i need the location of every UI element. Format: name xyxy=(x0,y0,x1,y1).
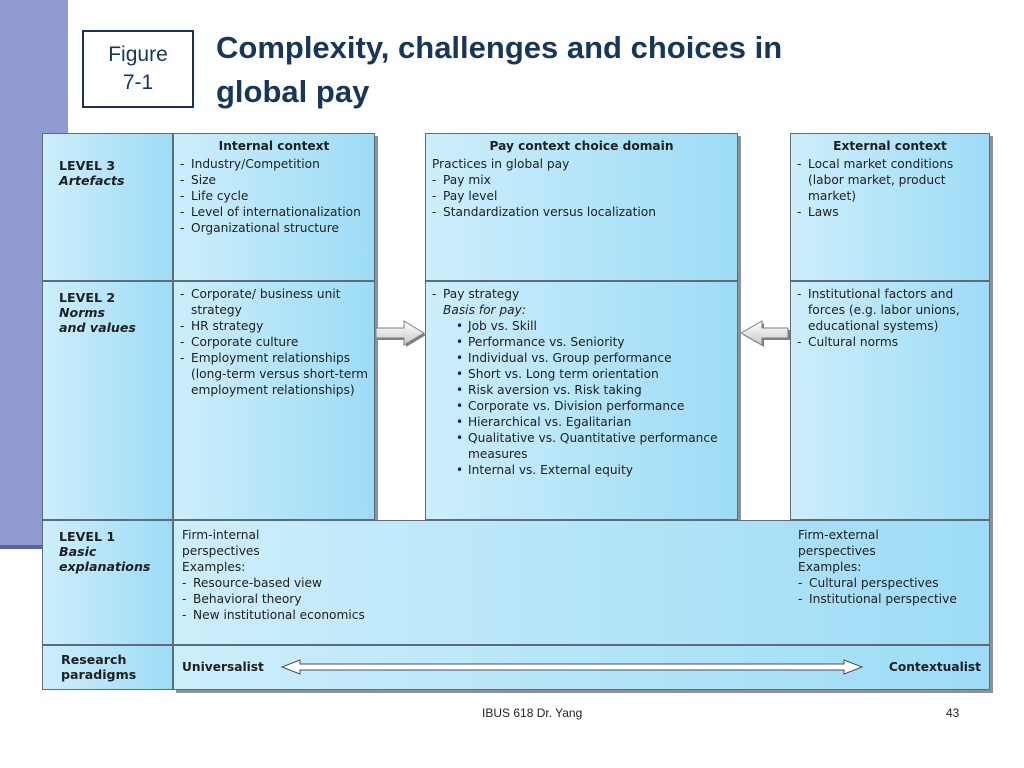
level1-label-cell: LEVEL 1 Basic explanations xyxy=(42,520,173,645)
list-item: - Pay mix xyxy=(432,172,731,188)
pay-context-diagram xyxy=(42,133,990,690)
pay-domain-header: Pay context choice domain xyxy=(489,139,674,153)
arrows-layer xyxy=(42,133,990,690)
list-item: • Qualitative vs. Quantitative performance measures xyxy=(454,430,731,462)
list-item: - Laws xyxy=(797,204,983,220)
left-pointing-arrow-icon xyxy=(741,321,790,347)
universalist-label: Universalist xyxy=(182,660,264,674)
list-item: - Resource-based view xyxy=(182,575,372,591)
list-item: • Individual vs. Group performance xyxy=(454,350,731,366)
list-item: - Standardization versus localization xyxy=(432,204,731,220)
figure-number: 7-1 xyxy=(122,71,154,94)
level2-label-cell: LEVEL 2 Norms and values xyxy=(42,281,173,520)
external-context-header: External context xyxy=(833,139,947,153)
firm-internal-perspectives: Firm-internal perspectives Examples: - Resource-based view - Behavioral theory - New institutional economics xyxy=(182,527,372,623)
list-item: - Employment relationships (long-term versus short-term employment relationships) xyxy=(180,350,368,398)
list-item: • Risk aversion vs. Risk taking xyxy=(454,382,731,398)
double-headed-arrow-icon xyxy=(282,660,862,674)
list-item: • Hierarchical vs. Egalitarian xyxy=(454,414,731,430)
basis-for-pay-label: Basis for pay: xyxy=(443,303,526,317)
list-item: • Corporate vs. Division performance xyxy=(454,398,731,414)
list-item: - Pay level xyxy=(432,188,731,204)
list-item: - Life cycle xyxy=(180,188,368,204)
pay-practices-intro: Practices in global pay xyxy=(432,157,570,171)
list-item: - Size xyxy=(180,172,368,188)
level3-label-cell: LEVEL 3 Artefacts xyxy=(42,133,173,281)
list-item: - Cultural perspectives xyxy=(798,575,988,591)
page-number: 43 xyxy=(946,706,960,720)
contextualist-label: Contextualist xyxy=(888,660,981,674)
list-item: - Organizational structure xyxy=(180,220,368,236)
list-item: - HR strategy xyxy=(180,318,368,334)
list-item: - Cultural norms xyxy=(797,334,983,350)
figure-label-box xyxy=(82,30,194,108)
right-pointing-arrow-icon xyxy=(376,321,426,347)
list-item: • Job vs. Skill xyxy=(454,318,731,334)
list-item: - Level of internationalization xyxy=(180,204,368,220)
figure-label: Figure xyxy=(108,43,168,66)
paradigms-label-cell: Research paradigms xyxy=(42,645,173,690)
footer-course: IBUS 618 Dr. Yang xyxy=(482,706,583,720)
list-item: - Behavioral theory xyxy=(182,591,372,607)
list-item: - Pay strategy xyxy=(432,286,731,302)
firm-external-perspectives: Firm-external perspectives Examples: - Cultural perspectives - Institutional perspective xyxy=(798,527,988,607)
list-item: - Local market conditions (labor market, product market) xyxy=(797,156,983,204)
list-item: • Short vs. Long term orientation xyxy=(454,366,731,382)
internal-context-header: Internal context xyxy=(218,139,330,153)
list-item: - Industry/Competition xyxy=(180,156,368,172)
list-item: • Performance vs. Seniority xyxy=(454,334,731,350)
list-item: • Internal vs. External equity xyxy=(454,462,731,478)
slide-title: Complexity, challenges and choices in global pay xyxy=(216,30,783,109)
list-item: - Corporate culture xyxy=(180,334,368,350)
list-item: - New institutional economics xyxy=(182,607,372,623)
list-item: - Corporate/ business unit strategy xyxy=(180,286,368,318)
list-item: - Institutional factors and forces (e.g. labor unions, educational systems) xyxy=(797,286,983,334)
list-item: - Institutional perspective xyxy=(798,591,988,607)
